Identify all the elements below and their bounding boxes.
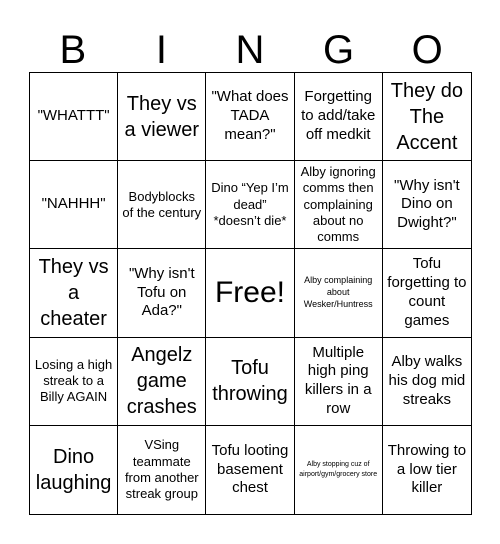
bingo-cell-text: "What does TADA mean?" (211, 88, 289, 143)
bingo-cell[interactable] (206, 73, 294, 161)
bingo-board (29, 72, 472, 515)
bingo-cell-text: Losing a high streak to a Billy AGAIN (34, 356, 113, 405)
bingo-cell-text: Tofu forgetting to count games (387, 255, 467, 329)
bingo-header (29, 28, 472, 72)
bingo-cell-text: They vs a cheater (38, 255, 109, 330)
bingo-cell[interactable] (295, 73, 383, 161)
bingo-cell[interactable] (295, 426, 383, 514)
bingo-cell[interactable] (118, 73, 206, 161)
bingo-cell-text: Dino laughing (35, 445, 112, 494)
bingo-cell-text: VSing teammate from another streak group (124, 437, 199, 502)
bingo-cell[interactable] (206, 338, 294, 426)
bingo-cell-text: Alby complaining about Wesker/Huntress (303, 275, 373, 309)
bingo-cell-text: "Why isn't Tofu on Ada?" (128, 264, 195, 320)
bingo-cell[interactable] (118, 426, 206, 514)
bingo-cell[interactable] (30, 73, 118, 161)
bingo-cell-text: Forgetting to add/take off medkit (301, 88, 376, 143)
bingo-cell-text: Bodyblocks of the century (122, 188, 202, 220)
bingo-cell[interactable] (295, 338, 383, 426)
header-letter-g: G (323, 28, 356, 72)
bingo-cell[interactable] (118, 338, 206, 426)
bingo-cell[interactable] (118, 249, 206, 337)
bingo-cell[interactable] (206, 426, 294, 514)
header-letter-o: O (411, 28, 444, 72)
bingo-cell-text: Dino “Yep I’m dead” *doesn’t die* (211, 180, 289, 228)
bingo-cell[interactable] (30, 249, 118, 337)
bingo-cell-text: Alby walks his dog mid streaks (388, 353, 466, 408)
header-letter-n: N (235, 28, 266, 72)
bingo-cell-text: Alby stopping cuz of airport/gym/grocery store (299, 461, 378, 478)
header-letter-i: I (155, 28, 168, 72)
bingo-cell[interactable] (383, 161, 471, 249)
bingo-cell[interactable] (383, 338, 471, 426)
bingo-cell-text: They vs a viewer (124, 92, 200, 141)
bingo-cell-text: "NAHHH" (41, 195, 106, 213)
bingo-cell[interactable] (206, 161, 294, 249)
bingo-cell[interactable] (30, 161, 118, 249)
header-letter-b: B (59, 28, 88, 72)
free-space-cell[interactable] (206, 249, 294, 337)
bingo-cell[interactable] (383, 249, 471, 337)
bingo-cell[interactable] (118, 161, 206, 249)
bingo-cell-text: Angelz game crashes (126, 344, 197, 419)
bingo-cell-text: They do The Accent (390, 79, 464, 154)
bingo-cell-text: Multiple high ping killers in a row (304, 343, 372, 417)
bingo-cell-text: Alby ignoring comms then complaining about no comms (300, 164, 376, 245)
bingo-cell[interactable] (295, 161, 383, 249)
bingo-cell-text: Tofu looting basement chest (211, 441, 289, 497)
bingo-cell-text: "WHATTT" (37, 107, 110, 125)
bingo-cell[interactable] (30, 338, 118, 426)
bingo-cell-text: Tofu throwing (212, 357, 288, 406)
bingo-cell[interactable] (295, 249, 383, 337)
bingo-cell-text: Throwing to a low tier killer (387, 441, 467, 497)
bingo-cell[interactable] (30, 426, 118, 514)
bingo-cell-text: Free! (214, 276, 285, 310)
bingo-cell[interactable] (383, 73, 471, 161)
bingo-cell-text: "Why isn't Dino on Dwight?" (394, 176, 460, 232)
bingo-cell[interactable] (383, 426, 471, 514)
